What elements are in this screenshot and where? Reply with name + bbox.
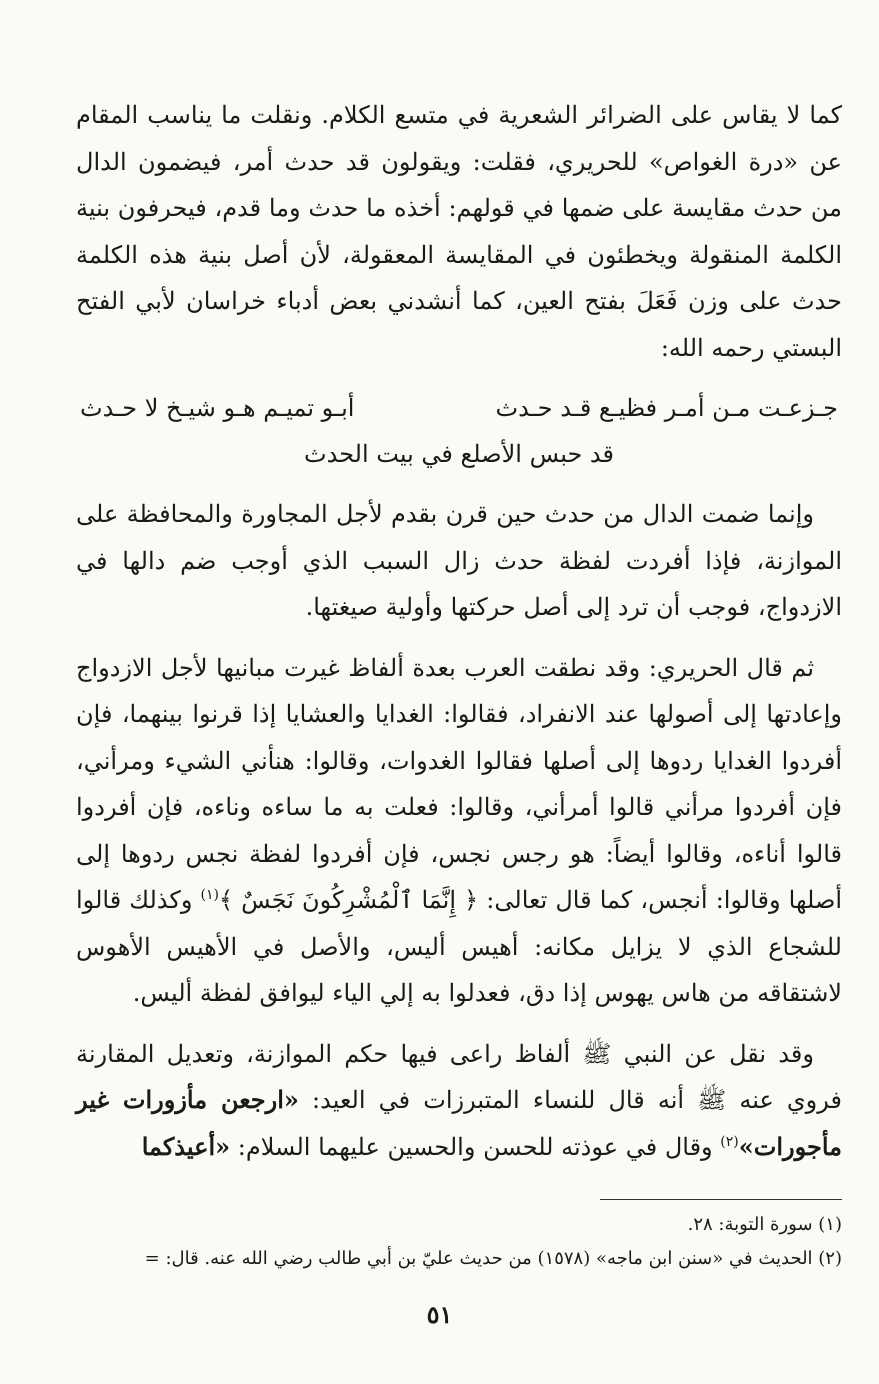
footnote-2: (٢) الحديث في «سنن ابن ماجه» (١٥٧٨) من حديث عليّ بن أبي طالب رضي الله عنه. قال: = [144,1248,842,1269]
paragraph-4-text-b: وقال في عوذته للحسن والحسين عليهما السلام: [237,1132,713,1161]
paragraph-3-text-b: وكذلك قالوا للشجاع الذي لا يزايل مكانه: أهيس أليس، والأصل في الأهيس الأهوس لاشتقاقه من هاس يهوس إذا دق، فعدلوا به إلي الياء ليوافق لفظة أليس. [76,886,842,1007]
footnote-divider [600,1199,842,1200]
hadith-quote-1: «ارجعن مأزورات غير مأجورات» [76,1085,842,1161]
paragraph-3 [76,645,842,1017]
paragraph-2: وإنما ضمت الدال من حدث حين قرن بقدم لأجل المجاورة والمحافظة على الموازنة، فإذا أفردت لفظة حدث زال السبب الذي أوجب ضم دالها في الازدواج، فوجب أن ترد إلى أصل حركتها وأولية صيغتها. [76,500,842,621]
hadith-quote-2: «أعيذكما [141,1131,231,1161]
footnote-ref-2: (٢) [720,1133,739,1150]
footnote-ref-1: (١) [200,887,219,903]
poem-verse [76,385,842,477]
verse-line-2: قد حبس الأصلع في بيت الحدث [304,440,614,468]
verse-hemistich-1: جـزعـت مـن أمـر فظيـع قـد حـدث [495,394,838,422]
footnote-1: (١) سورة التوبة: ٢٨. [687,1214,842,1235]
verse-line-1 [76,385,842,431]
footnotes [40,1208,842,1276]
verse-hemistich-2: أبـو تميـم هـو شيـخ لا حـدث [80,394,355,422]
page-body [76,92,842,1184]
paragraph-1: كما لا يقاس على الضرائر الشعرية في متسع الكلام. ونقلت ما يناسب المقام عن «درة الغواص» للحريري، فقلت: ويقولون قد حدث أمر، فيضمون الدال من حدث مقايسة على ضمها في قولهم: أخذه ما حدث وما قدم، فيحرفون بنية الكلمة المنقولة ويخطئون في المقايسة المعقولة، لأن أصل بنية هذه الكلمة حدث على وزن فَعَلَ بفتح العين، كما أنشدني بعض أدباء خراسان لأبي الفتح البستي رحمه الله: [76,101,842,362]
page-number: ٥١ [426,1300,453,1329]
paragraph-3-text-a: ثم قال الحريري: وقد نطقت العرب بعدة ألفاظ غيرت مبانيها لأجل الازدواج وإعادتها إلى أصولها عند الانفراد، فقالوا: الغدايا والعشايا إذا قرنوا بينهما، فإن أفردوا الغدايا ردوها إلى أصلها فقالوا الغدوات، وقالوا: هنأني الشيء ومرأني، فإن أفردوا مرأني قالوا أمرأني، وقالوا: فعلت به ما ساءه وناءه، فإن أفردوا قالوا أناءه، وقالوا أيضاً: هو رجس نجس، فإن أفردوا لفظة نجس ردوها إلى أصلها وقالوا: أنجس، كما قال تعالى: [76,653,842,914]
paragraph-4 [76,1031,842,1171]
paragraph-4-text-a: وقد نقل عن النبي ﷺ ألفاظ راعى فيها حكم الموازنة، وتعديل المقارنة فروي عنه ﷺ أنه قال للنساء المتبرزات في العيد: [76,1039,842,1114]
quran-quote: ﴿ إِنَّمَا ٱلْمُشْرِكُونَ نَجَسٌ ﴾ [219,886,479,914]
